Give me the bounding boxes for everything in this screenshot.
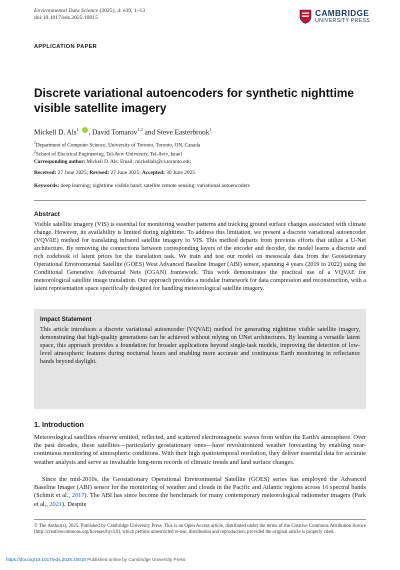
affil-mark: 2 bbox=[34, 150, 36, 155]
citation-link[interactable]: 2021 bbox=[49, 500, 62, 508]
license-footnote: © The Author(s), 2025. Published by Cambridge University Press. This is an Open Access article, distributed under the terms of the Creative Commons Attribution licence (http://creativecommons.org/licenses/by/4.0), which permits unrestricted re-use, distribution and reproduction, provided the original article is properly cited. bbox=[34, 524, 366, 536]
paragraph-text: ). Despite bbox=[61, 500, 87, 508]
revised-label: Revised: bbox=[88, 170, 110, 176]
shield-crest-icon bbox=[299, 9, 312, 24]
paragraph-text: Since the mid-2010s, the Geostationary Operational Environmental Satellite (GOES) series has employed the Advanced Baseline Imager (ABI) sensor for the monitoring of weather and clouds in the Pacific and Atlantic regions across 16 spectral bands (Schmit et al., bbox=[34, 476, 366, 500]
abstract-heading: Abstract bbox=[34, 211, 60, 218]
doi-link[interactable]: https://doi.org/10.1017/eds.2025.10015 bbox=[6, 557, 86, 562]
paper-type: APPLICATION PAPER bbox=[34, 44, 98, 50]
accepted-label: Accepted: bbox=[140, 170, 165, 176]
orcid-icon[interactable] bbox=[82, 127, 88, 133]
author-list bbox=[34, 125, 212, 137]
journal-name: Environmental Data Science bbox=[34, 8, 99, 14]
author-separator: and bbox=[142, 128, 157, 137]
accepted-date: 30 June 2025 bbox=[164, 170, 195, 176]
keywords-text: deep learning; nighttime visible band; satellite remote sensing; variational autoencoders bbox=[59, 183, 250, 189]
divider bbox=[34, 200, 366, 201]
affiliations bbox=[34, 140, 364, 165]
article-dates bbox=[34, 170, 195, 177]
paper-title: Discrete variational autoencoders for synthetic nighttime visible satellite imagery bbox=[34, 86, 354, 115]
abstract-text: Visible satellite imagery (VIS) is essential for monitoring weather patterns and tracking ground surface changes associated with climate change. However, its availability is limited during nighttime. To address this limitation, we present a discrete variational autoencoder (VQVAE) method for translating infrared satellite imagery to VIS. This method departs from previous efforts that utilize a U-Net architecture. By removing the connections between corresponding layers of the encoder and decoder, the model learns a discrete and rich codebook of latent priors for the translation task. We train and test our model on mesoscale data from the Geostationary Operational Environmental Satellite (GOES) West Advanced Baseline Imager (ABI) sensor, spanning 4 years (2019 to 2022) using the Conditional Generative Adversarial Nets (CGAN) framework. This work demonstrates the practical use of a VQVAE for meteorological satellite image translation. Our approach provides a modular framework for data compression and reconstruction, with a latent representation space specifically designed for handling meteorological satellite imagery. bbox=[34, 222, 366, 292]
received-date: 27 June 2025; bbox=[56, 170, 89, 176]
journal-header bbox=[34, 8, 145, 22]
author-name[interactable]: Mickell D. Als bbox=[34, 128, 77, 137]
affil-mark: 1 bbox=[34, 141, 36, 145]
author-name[interactable]: David Tomarov bbox=[92, 128, 138, 137]
received-label: Received: bbox=[34, 170, 57, 176]
revised-date: 27 June 2025; bbox=[109, 170, 141, 176]
page-footer bbox=[6, 557, 185, 562]
publisher-subname: UNIVERSITY PRESS bbox=[315, 18, 370, 24]
citation-link[interactable]: 2017 bbox=[71, 492, 85, 500]
impact-text: This article introduces a discrete variational autoencoder (VQVAE) method for generating nighttime visible satellite imagery, demonstrating that high-quality generations can be achieved without relying on UNet architectures. By learning a versatile latent space, this approach provides a foundation for broader applications beyond single-task models, improving the detection of low-level atmospheric features during nocturnal hours and enabling more accurate and continuous Earth monitoring in reflectance bands beyond daylight. bbox=[40, 327, 360, 365]
author-affil-mark: 1 bbox=[209, 127, 212, 132]
affiliation-text: Department of Computer Science, University of Toronto, Toronto, ON, Canada bbox=[35, 142, 201, 149]
author-name[interactable]: Steve Easterbrook bbox=[156, 128, 210, 137]
section-heading: 1. Introduction bbox=[34, 420, 84, 429]
author-affil-mark: 1,2 bbox=[137, 127, 143, 132]
journal-doi[interactable]: doi:10.1017/eds.2025.10015 bbox=[34, 15, 98, 21]
affiliation-text: School of Electrical Engineering, Tel-Aviv University, Tel-Aviv, Israel bbox=[35, 152, 182, 159]
paragraph-text: ). The ABI has since become the benchmark for many contemporary meteorological radiometer imagers (Park et al., bbox=[34, 492, 366, 508]
author-separator: , bbox=[88, 128, 93, 137]
impact-heading: Impact Statement bbox=[40, 316, 92, 323]
publisher-logo[interactable] bbox=[299, 9, 370, 24]
journal-citation: (2025), 4: e39, 1–13 bbox=[99, 8, 146, 14]
corresponding-author: Mickell D. Als; Email: mickellals@cs.toronto.edu bbox=[85, 158, 191, 165]
keywords bbox=[34, 183, 250, 190]
footer-text: Published online by Cambridge University Press bbox=[85, 557, 186, 562]
corresponding-label: Corresponding author: bbox=[34, 158, 86, 165]
publisher-name: CAMBRIDGE bbox=[315, 9, 370, 18]
keywords-label: Keywords: bbox=[34, 183, 60, 189]
divider bbox=[34, 519, 366, 520]
author-affil-mark: 1 bbox=[76, 127, 79, 132]
intro-paragraph bbox=[34, 476, 366, 509]
intro-paragraph: Meteorological satellites observe emitted, reflected, and scattered electromagnetic waves from within the Earth's atmosphere. Over the past decades, these satellites—particularly geostationary ones—have revolutionized weather forecasting by enabling near-continuous monitoring of atmospheric conditions. With their high spatiotemporal resolution, they deliver essential data for accurate weather analysis and serve as invaluable long-term records of climatic trends and land surface changes. bbox=[34, 434, 366, 466]
